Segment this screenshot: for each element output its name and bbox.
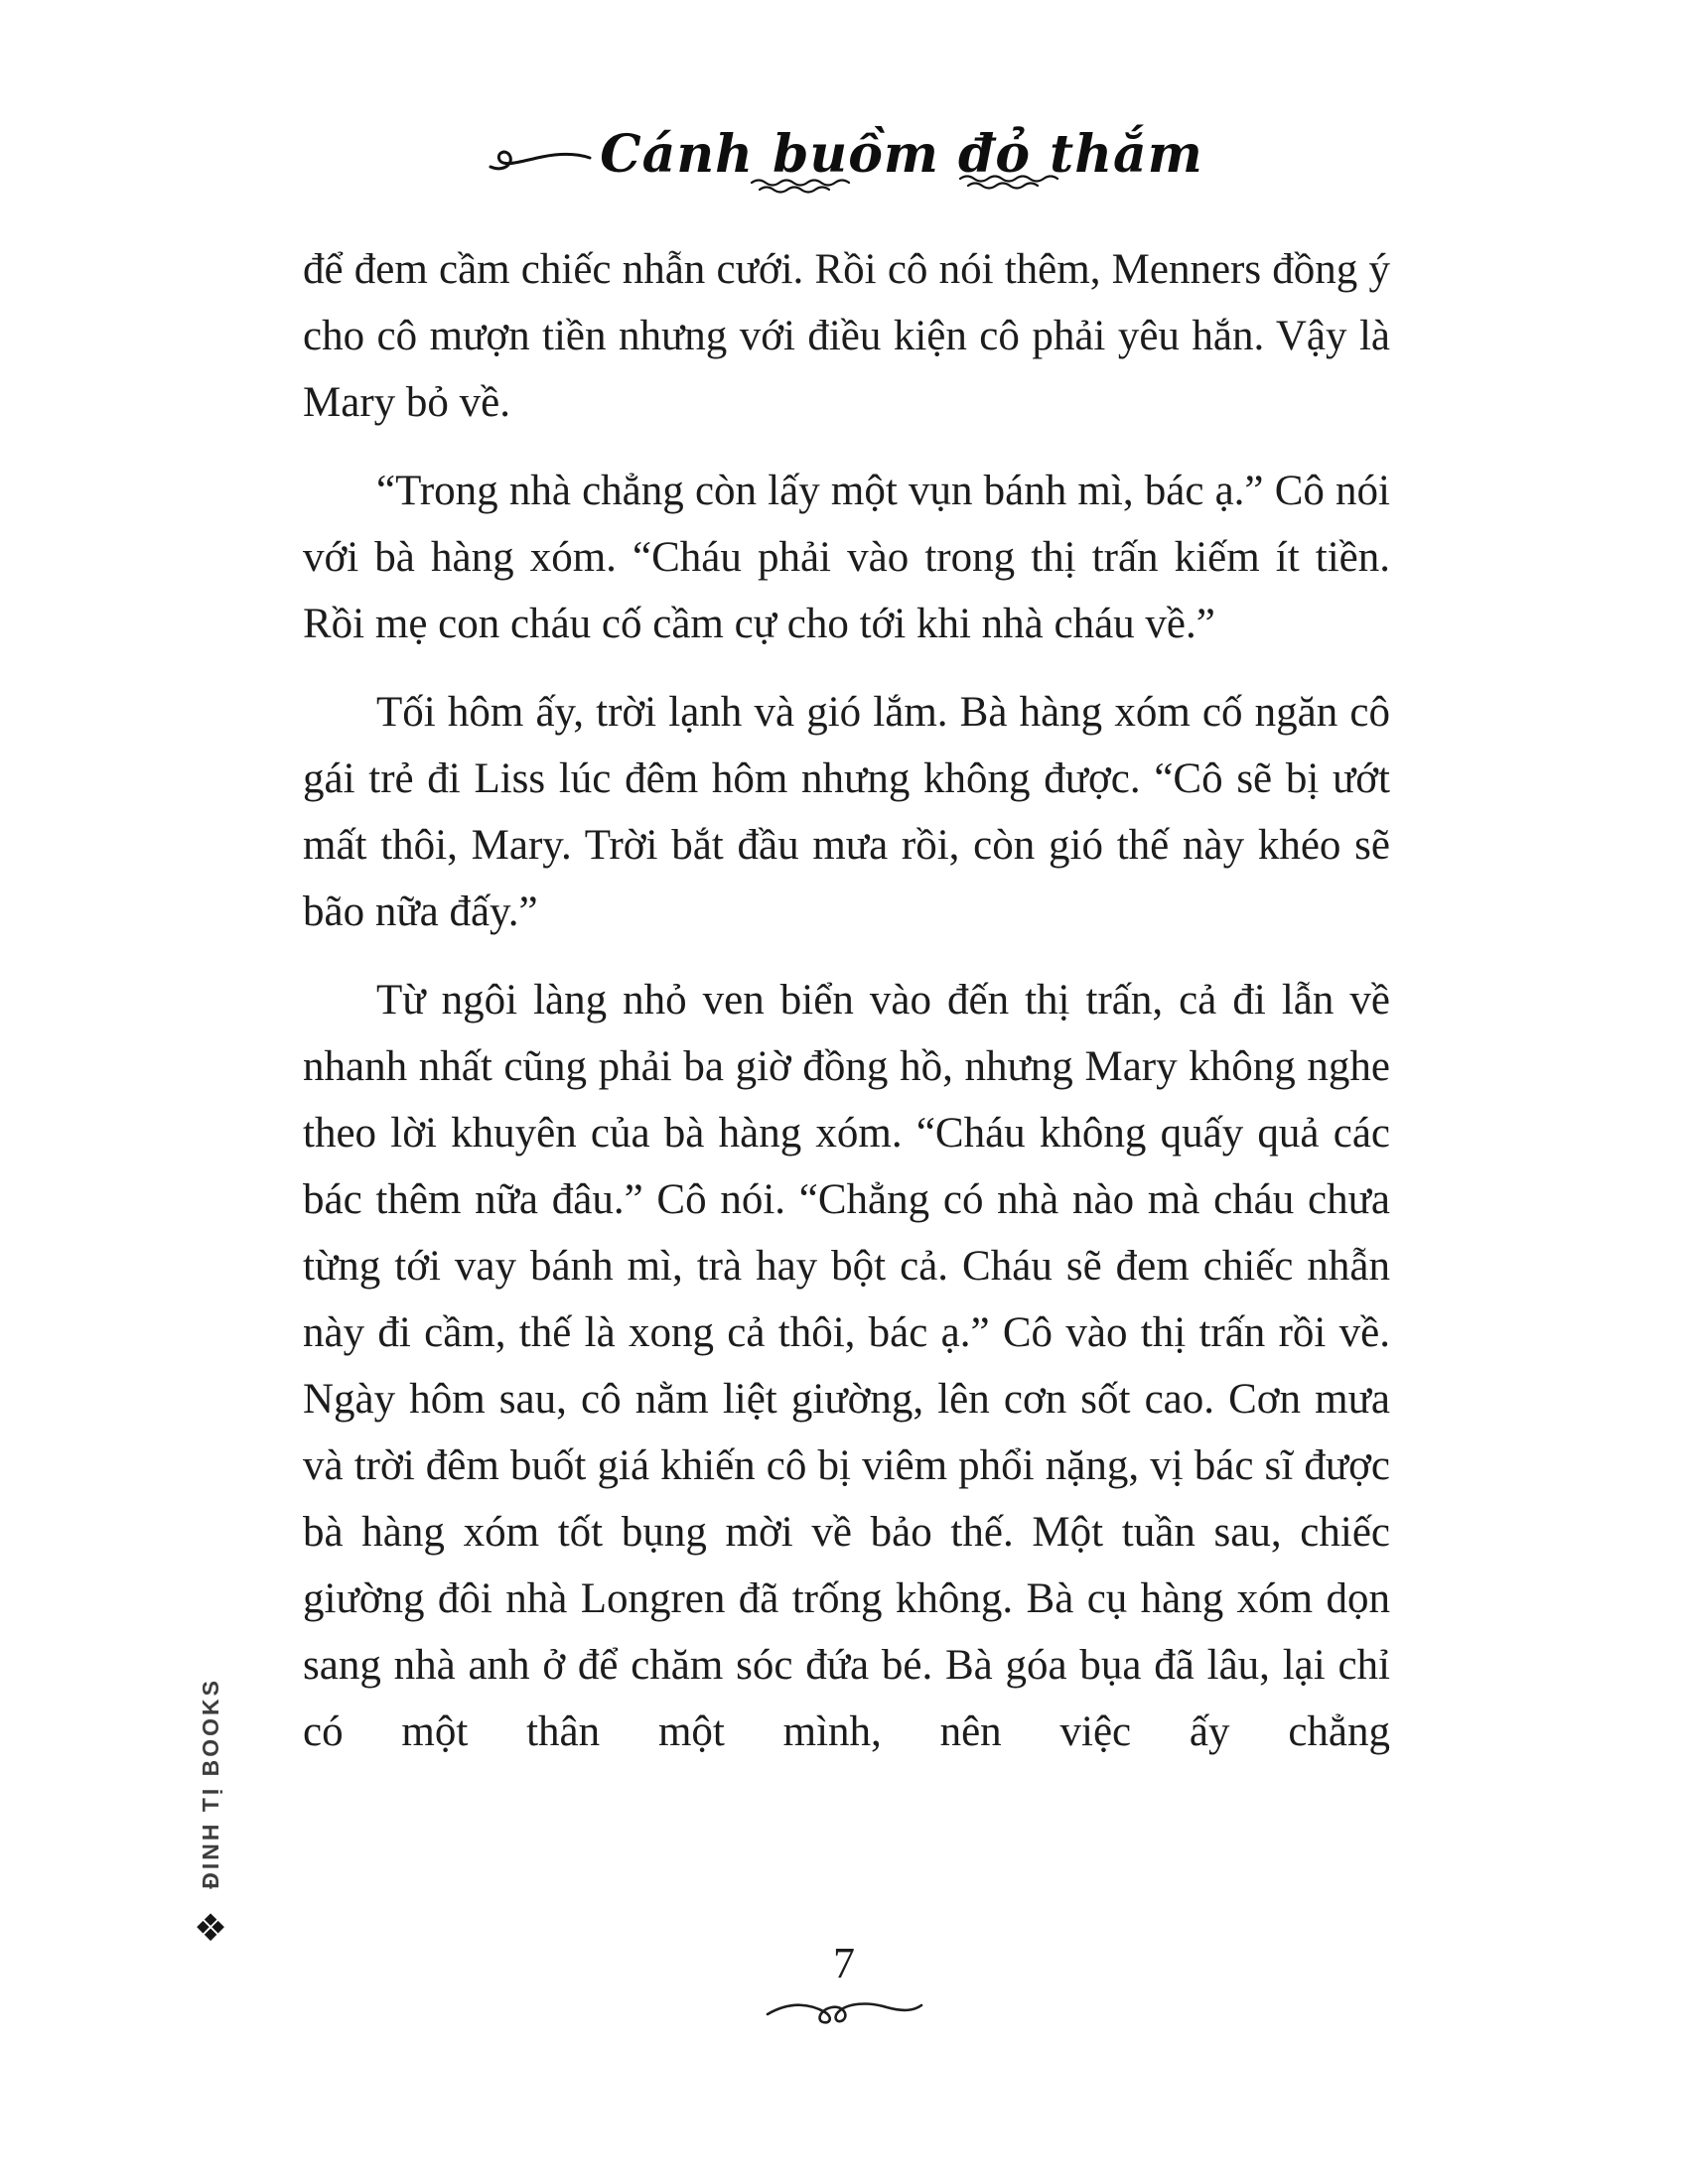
title-underline-wave-icon — [958, 173, 1067, 193]
paragraph: Tối hôm ấy, trời lạnh và gió lắm. Bà hàng xóm cố ngăn cô gái trẻ đi Liss lúc đêm hôm nhưng không được. “Cô sẽ bị ướt mất thôi, Mary. Trời bắt đầu mưa rồi, còn gió thế này khéo sẽ bão nữa đấy.” — [303, 689, 1390, 935]
title-swash-icon — [485, 137, 594, 181]
paragraph: “Trong nhà chẳng còn lấy một vụn bánh mì, bác ạ.” Cô nói với bà hàng xóm. “Cháu phải vào trong thị trấn kiếm ít tiền. Rồi mẹ con cháu cố cầm cự cho tới khi nhà cháu về.” — [303, 468, 1390, 647]
page-footer — [0, 1938, 1688, 2035]
page-header — [0, 99, 1688, 208]
book-title: Cánh buồm đỏ thắm — [600, 123, 1203, 185]
publisher-name: ĐINH TỊ BOOKS — [197, 1678, 223, 1889]
publisher-logo-icon: ❖ — [193, 1905, 228, 1950]
footer-flourish-icon — [760, 1992, 928, 2030]
page-number: 7 — [833, 1939, 855, 1987]
title-underline-wave-icon — [750, 177, 859, 197]
page-body — [303, 236, 1390, 1787]
publisher-sidebar — [181, 1678, 240, 1950]
paragraph: Từ ngôi làng nhỏ ven biển vào đến thị trấn, cả đi lẫn về nhanh nhất cũng phải ba giờ đồng hồ, nhưng Mary không nghe theo lời khuyên của bà hàng xóm. “Cháu không quấy quả các bác thêm nữa đâu.” Cô nói. “Chẳng có nhà nào mà cháu chưa từng tới vay bánh mì, trà hay bột cả. Cháu sẽ đem chiếc nhẫn này đi cầm, thế là xong cả thôi, bác ạ.” Cô vào thị trấn rồi về. Ngày hôm sau, cô nằm liệt giường, lên cơn sốt cao. Cơn mưa và trời đêm buốt giá khiến cô bị viêm phổi nặng, vị bác sĩ được bà hàng xóm tốt bụng mời về bảo thế. Một tuần sau, chiếc giường đôi nhà Longren đã trống không. Bà cụ hàng xóm dọn sang nhà anh ở để chăm sóc đứa bé. Bà góa bụa đã lâu, lại chỉ có một thân một mình, nên việc ấy chẳng — [303, 977, 1390, 1755]
paragraph: để đem cầm chiếc nhẫn cưới. Rồi cô nói thêm, Menners đồng ý cho cô mượn tiền nhưng với điều kiện cô phải yêu hắn. Vậy là Mary bỏ về. — [303, 246, 1390, 426]
